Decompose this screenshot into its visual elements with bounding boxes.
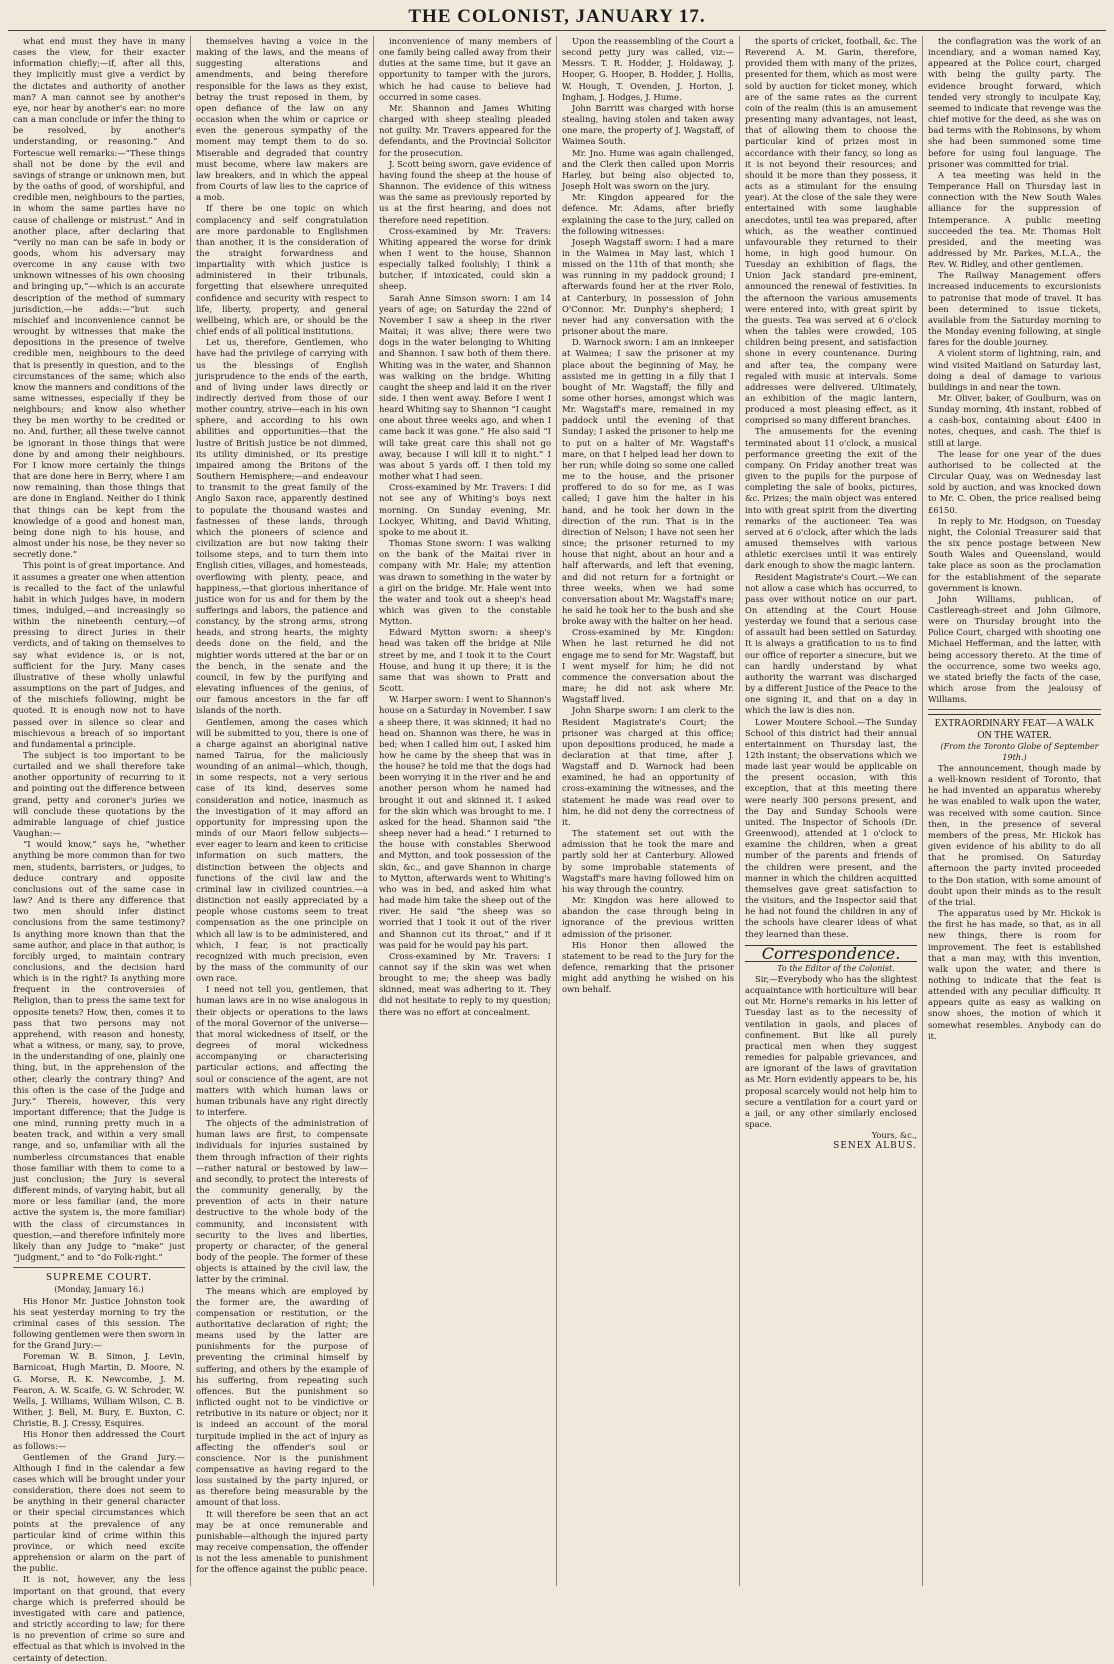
article-paragraph: Thomas Stone sworn: I was walking on the bank of the Maitai river in company with Mr. Hale; my attention was drawn to something in the water by a girl on the bridge. Mr. Hale went into the water and took out a sheep's head which was given to the constable Mytton.	[379, 538, 551, 627]
article-paragraph: The objects of the administration of human laws are first, to compensate individuals for injuries sustained by them through infraction of their rights—rather natural or bestowed by law—and secondly, to protect the interests of the community generally, by the prevention of acts in their nature destructive to the whole body of the community, and inconsistent with security to the lives and liberties, property or character, of the general body of the people. The former of these objects is attained by the civil law, the latter by the criminal.	[196, 1118, 368, 1285]
article-paragraph: John Barritt was charged with horse stealing, having stolen and taken away one mare, the property of J. Wagstaff, of Waimea South.	[562, 102, 734, 147]
section-subheading: (Monday, January 16.)	[54, 1285, 144, 1295]
masthead	[0, 0, 1114, 34]
section-subheading: To the Editor of the Colonist.	[777, 963, 895, 973]
article-paragraph: D. Warnock sworn: I am an innkeeper at Waimea; I saw the prisoner at my place about the beginning of May, he assisted me in getting in a filly that I bought of Mr. Wagstaff; the filly and some other horses, amongst which was Mr. Wagstaff's mare, remained in my paddock until the evening of that Sunday; I asked the prisoner to help me to put on a halter of Mr. Wagstaff's mare, on that I helped lead her down to her run; while doing so some one called me to the house, and the prisoner proffered to do so for me, as I was called; I gave him the halter in his hand, and he took her down in the direction of the run. That is in the direction of Nelson; I have not seen her since; the prisoner returned to my house that night, about an hour and a half afterwards, and left that evening, and did not return for a fortnight or three weeks, when we had some conversation about Mr. Wagstaff's mare; he said he took her to the bush and she broke away with the halter on her head.	[562, 337, 734, 627]
column-5	[740, 36, 923, 1586]
article-paragraph: the conflagration was the work of an incendiary, and a woman named Kay, appeared at the Police court, charged with being the guilty party. The evidence brought forward, which tended very strongly to inculpate Kay, seemed to indicate that revenge was the chief motive for the deed, as she was on bad terms with the Robinsons, by whom she had been summoned some time before for using foul language. The prisoner was committed for trial.	[928, 36, 1101, 169]
article-paragraph: Mr. Shannon and James Whiting charged with sheep stealing pleaded not guilty. Mr. Travers appeared for the defendants, and the Provincial Solicitor for the prosecution.	[379, 102, 551, 158]
article-paragraph: His Honor then allowed the statement to be read to the Jury for the defence, remarking that the prisoner might add anything he wished on his own behalf.	[562, 939, 734, 995]
article-paragraph: Cross-examined by Mr. Travers: I did not see any of Whiting's boys next morning. On Sunday evening, Mr. Lockyer, Whiting, and David Whiting, spoke to me about it.	[379, 482, 551, 537]
article-paragraph: Mr. Jno. Hume was again challenged, and the Clerk then called upon Morris Harley, but being also objected to, Joseph Holt was sworn on the jury.	[562, 147, 734, 192]
column-6	[923, 36, 1106, 1586]
article-paragraph: His Honor then addressed the Court as follows:—	[13, 1429, 185, 1451]
column-rule	[13, 1267, 185, 1268]
article-paragraph: The subject is too important to be curtailed and we shall therefore take another opportunity of recurring to it and pointing out the difference between grand, petty and coroner's juries we will conclude these quotations by the admirable language of chief justice Vaughan:—	[13, 750, 185, 839]
article-paragraph: Resident Magistrate's Court.—We can not allow a case which has occurred, to pass over without notice on our part. On attending at the Court House yesterday we found that a serious case of assault had been settled on Saturday. It is always a gratification to us to find our office of reporter a sinecure, but we can hardly understand by what authority the warrant was discharged by a different Justice of the Peace to the one signing it, and that on a day in which the law is dies non.	[745, 571, 917, 716]
article-paragraph: the sports of cricket, football, &c. The Reverend A. M. Garin, therefore, provided them with many of the prizes, presented for them, which as most were sold by auction for ticket money, which are of the same rates as the current coin of the realm (this is an amusement presenting many advantages, not least, that of allowing them to choose the particular kind of prizes most in accordance with their fancy, so long as it is not beyond their resources; and should it be more than they possess, it acts as a stimulant for the ensuing year). At the close of the sale they were entertained with some laughable anecdotes, until tea was prepared, after which, as the weather continued unfavourable they returned to their home, in high good humour. On Tuesday an exhibition of flags, the Union Jack standard pre-eminent, announced the renewal of festivities. In the afternoon the various amusements were entered into, with great spirit by the guests. Tea was served at 6 o'clock when the tables were crowded, 105 children being present, and satisfaction shone in every countenance. During and after tea, the company were regaled with music at intervals. Some addresses were delivered. Ultimately, an exhibition of the magic lantern, produced a most pleasing effect, as it comprised so many different branches.	[745, 36, 917, 426]
article-paragraph: In reply to Mr. Hodgson, on Tuesday night, the Colonial Treasurer said that the six pence postage between New South Wales and Queensland, would take place as soon as the proclamation for the establishment of the separate government is known.	[928, 515, 1101, 593]
article-paragraph: A violent storm of lightning, rain, and wind visited Maitland on Saturday last, doing a deal of damage to various buildings in and near the town.	[928, 348, 1101, 392]
columns-container	[8, 36, 1106, 1663]
article-paragraph: If there be one topic on which complacency and self congratulation are more pardonable to Englishmen than another, it is the consideration of the straight forwardness and impartiality with which justice is administered in their tribunals, forgetting that elsewhere unrequited confidence and security with respect to life, liberty, property, and general wellbeing, which are, or should be the chief ends of all political institutions.	[196, 203, 368, 337]
article-paragraph: The announcement, though made by a well-known resident of Toronto, that he had invented an apparatus whereby he was enabled to walk upon the water, was received with some caution. Since then, in the presence of several members of the press, Mr. Hickok has given evidence of his ability to do all that he promised. On Saturday afternoon the party invited proceeded to the Don station, with some amount of doubt upon their minds as to the result of the trial.	[928, 763, 1101, 907]
article-paragraph: Joseph Wagstaff sworn: I had a mare in the Waimea in May last, which I missed on the 11th of that month; she was running in my paddock ground; I afterwards found her at the river Rolo, at Canterbury, in possession of John O'Connor. Mr. Dunphy's shepherd; I never had any conversation with the prisoner about the mare.	[562, 236, 734, 337]
article-paragraph: The statement set out with the admission that he took the mare and partly sold her at Canterbury. Allowed by some improbable statements of Wagstaff's mare having followed him on his way through the country.	[562, 828, 734, 894]
article-paragraph: The amusements for the evening terminated about 11 o'clock, a musical performance greeting the exit of the company. On Friday another treat was given to the pupils for the purpose of completing the sale of books, pictures, &c. Prizes; the main object was entered into with great spirit from the diverting remarks of the auctioneer. Tea was served at 6 o'clock, after which the lads amused themselves with various athletic exercises until it was entirely dark enough to show the magic lantern.	[745, 426, 917, 571]
article-paragraph: W. Harper sworn: I went to Shannon's house on a Saturday in November. I saw a sheep there, it was skinned; it had no head on. Shannon was there, he was in bed; when I called him out, I asked him how he came by the sheep that was in the house? he told me that the dogs had been worrying it in the river and he and another person whom he named had brought it out and skinned it. I asked for the skin which was brought to me. I asked for the head. Shannon said “the sheep never had a head.” I returned to the house with constables Sherwood and Mytton, and took possession of the skin, &c., and gave Shannon in charge to Mytton, afterwards went to Whiting's who was in bed, and asked him what had made him take the sheep out of the river. He said “the sheep was so worried that I took it out of the river and Shannon cut its throat,” and if it was paid for he would pay his part.	[379, 694, 551, 950]
letter-signature: SENEX ALBUS.	[833, 1141, 917, 1152]
article-paragraph: Cross-examined by Mr. Kingdon: When he last returned he did not engage me to send for Mr. Wagstaff, but I went myself for him; he did not commence the conversation about the mare; he did not ask where Mr. Wagstaff lived.	[562, 627, 734, 705]
article-paragraph: J. Scott being sworn, gave evidence of having found the sheep at the house of Shannon. The evidence of this witness was the same as previously reported by us at the first hearing, and does not therefore need repetition.	[379, 158, 551, 225]
article-paragraph: inconvenience of many members of one family being called away from their duties at the same time, but it gave an opportunity to tamper with the jurors, which he had cause to believe had occurred in some cases.	[379, 36, 551, 102]
column-2	[191, 36, 374, 1586]
column-rule	[928, 709, 1101, 710]
article-paragraph: Mr. Kingdon appeared for the defence. Mr. Adams, after briefly explaining the case to the jury, called on the following witnesses:	[562, 192, 734, 236]
letter-closing: Yours, &c.,	[871, 1130, 917, 1141]
article-paragraph: John Sharpe sworn: I am clerk to the Resident Magistrate's Court; the prisoner was charged at this office; upon depositions produced, he made a declaration at that time, after J. Wagstaff and D. Warnock had been examined, he had an opportunity of cross-examining the witnesses, and the statement he made was read over to him, he did not deny the correctness of it.	[562, 705, 734, 827]
article-paragraph: Cross-examined by Mr. Travers: I cannot say if the skin was wet when brought to me; the sheep was badly skinned, meat was adhering to it. They did not hesitate to reply to my question; there was no effort at concealment.	[379, 950, 551, 1017]
article-paragraph: The apparatus used by Mr. Hickok is the first he has made, so that, as in all new things, there is room for improvement. The feet is established that a man may, with this invention, walk upon the water, and there is nothing to indicate that the feat is attended with any peculiar difficulty. It appears quite as easy as walking on snow shoes, the motion of which it somewhat resembles. Anybody can do it.	[928, 908, 1101, 1041]
column-3	[374, 36, 557, 1586]
article-paragraph: Let us, therefore, Gentlemen, who have had the privilege of carrying with us the blessings of English jurisprudence to the ends of the earth, and of living under laws directly or indirectly derived from those of our mother country, strive—each in his own sphere, and according to his own abilities and opportunities—that the lustre of British justice be not dimmed, its utility diminished, or its prestige impaired among the Britons of the Southern Hemisphere;—and endeavour to transmit to the great family of the Anglo Saxon race, apparently destined to populate the thousand wastes and fastnesses of these lands, through which the pioneers of science and civilization are but now taking their toilsome steps, and to turn them into English cities, villages, and homesteads, overflowing with plenty, peace, and happiness,—that glorious inheritance of justice won for us and for them by the sufferings and labors, the patience and constancy, by the strong arms, strong heads, and strong hearts, the mighty deeds done on the field, and the mightier words uttered at the bar or on the bench, in the senate and the council, in few by the purifying and elevating influences of the genius, of our famous ancestors in the far off islands of the north.	[196, 337, 368, 716]
article-paragraph: what end must they have in many cases the view, for their exacter information chiefly;—if, after all this, they implicitly must give a verdict by the dictates and authority of another man? A man cannot see by another's eye, nor hear by another's ear: no more can a man conclude or infer the thing to be resolved, by another's understanding, or reasoning.” And Fortescue well remarks:—“These things shall not be done by the evil and savings of strange or unknown men, but by the oaths of good, of worshipful, and credible men, neighbours to the parties, in whom the same parties have no cause of challenge or mistrust.” And in another place, after declaring that “verily no man can be safe in body or goods, whom his adversary may overcome in any cause with two unknown witnesses of his own choosing and bringing up,”—which is an accurate description of the method of summary jurisdiction,—he adds:—“but such mischief and inconvenience cannot be wrought by witnesses that make the depositions in the presence of twelve credible men, neighbours to the deed that is presently in question, and to the circumstances of the same; which also know the manners and conditions of the same witnesses, especially if they be neighbours; and know also whether they be men worthy to be credited or no. And, further, all these twelve cannot be ignorant in those things that were done by and among their neighbours. For I know more certainly the things that are done here in Berry, where I am now remaining, than those things that are done in England. Neither do I think that things can be kept from the knowledge of a good and honest man, being done nigh to his house, and almost under his nose, be they never so secretly done.”	[13, 36, 185, 560]
article-paragraph: “I would know,” says he, “whether anything be more common than for two men, students, barristers, or judges, to deduce contrary and opposite conclusions out of the same case in law? And is there any difference that two men should infer distinct conclusions from the same testimony? Is anything more known than that the same author, and place in that author, is forcibly urged, to maintain contrary conclusions, and the decision hard which is in the right? Is anything more frequent in the controversies of Religion, than to press the same text for opposite tenets? How, then, comes it to pass that two persons may not apprehend, with reason and honesty, what a witness, or many, say, to prove, in the understanding of one, plainly one thing, but, in the apprehension of the other, clearly the contrary thing? And this often is the case of the Judge and Jury.” Thereis, however, this very important difference; that the Judge is one mind, running pretty much in a beaten track, and within a very small range, and so, unfamiliar with all the numberless circumstances that enable those familiar with them to come to a just conclusion; the Jury is several different minds, of varying habit, but all more or less familiar (and, the more active the system is, the more familiar) with the class of circumstances in question,—and therefore infinitely more likely than any Judge to “make” just “judgment,” and to “do Folk-right.”	[13, 839, 185, 1263]
section-heading: SUPREME COURT.	[45, 1271, 153, 1284]
section-heading: Correspondence.	[745, 945, 917, 962]
article-paragraph: Mr. Oliver, baker, of Goulburn, was on Sunday morning, 4th instant, robbed of a cash-box, containing about £400 in notes, cheques, and cash. The thief is still at large.	[928, 393, 1101, 448]
article-paragraph: John Williams, publican, of Castlereagh-street and John Gilmore, were on Thursday brought into the Police Court, charged with shooting one Michael Hefferman, and the latter, with being accessory thereto. At the time of the occurrence, some two weeks ago, we stated briefly the facts of the case, which arose from the jealousy of Williams.	[928, 593, 1101, 705]
masthead-rule	[8, 30, 1106, 31]
article-paragraph: Mr. Kingdon was here allowed to abandon the case through being in ignorance of the previous written admission of the prisoner.	[562, 895, 734, 939]
article-paragraph: Cross-examined by Mr. Travers: Whiting appeared the worse for drink when I went to the house, Shannon especially talked foolishly; I think a butcher, if intoxicated, could skin a sheep.	[379, 225, 551, 292]
article-paragraph: It is not, however, any the less important on that ground, that every charge which is preferred should be investigated with care and patience, and strictly according to law; for there is no prevention of crime so sure and effectual as that which is involved in the certainty of detection.	[13, 1574, 185, 1663]
article-paragraph: The Railway Management offers increased inducements to excursionists to patronise that mode of travel. It has been determined to issue tickets, available from the Saturday morning to the Monday evening following, at single fares for the double journey.	[928, 270, 1101, 348]
article-paragraph: Gentlemen, among the cases which will be submitted to you, there is one of a charge against an aboriginal native named Tairua, for the maliciously wounding of an animal—which, though, in some respects, not a very serious case of its kind, deserves some consideration and notice, inasmuch as the investigation of it may afford an opportunity for impressing upon the minds of our Maori fellow subjects—ever eager to learn and keen to criticise information on such matters, the distinction between the objects and functions of the civil law and the criminal law in civilized countries.—a distinction not easily appreciated by a people whose customs seem to treat compensation as the one principle on which all law is to be administered, and which, I fear, is not practically recognized with much precision, even by the mass of the community of our own race.	[196, 716, 368, 984]
section-subheading: (From the Toronto Globe of September 19th.)	[940, 741, 1099, 762]
article-paragraph: Lower Moutere School.—The Sunday School of this district had their annual entertainment on Thursday last, the 12th instant; the observations which we made last year would be applicable on the present occasion, with this exception, that at this meeting there were nearly 300 persons present, and the Day and Sunday Schools were united. The Inspector of Schools (Dr. Greenwood), attended at 1 o'clock to examine the children, when a great number of the parents and friends of the children were present, and the manner in which the children acquitted themselves gave great satisfaction to the visitors, and the Inspector said that he had not found the children in any of the schools have clearer ideas of what they learned than these.	[745, 716, 917, 939]
article-paragraph: Foreman W. B. Simon, J. Levin, Barnicoat, Hugh Martin, D. Moore, N. G. Morse, R. K. Newcombe, J. M. Fearon, A. W. Scaife, G. W. Schroder, W. Wells, J. Williams, William Wilson, C. B. Wither, J. Bell, M. Bury, E. Buxton, C. Christie, B. J. Cressy, Esquires.	[13, 1351, 185, 1429]
article-paragraph: His Honor Mr. Justice Johnston took his seat yesterday morning to try the criminal cases of this session. The following gentlemen were then sworn in for the Grand Jury:—	[13, 1295, 185, 1351]
article-paragraph: It will therefore be seen that an act may be at once remunerable and punishable—although the injured party may receive compensation, the offender is not the less amenable to punishment for the offence against the public peace.	[196, 1508, 368, 1575]
article-paragraph: Edward Mytton sworn: a sheep's head was taken off the bridge at Nile street by me, and I took it to the Court House, and hung it up there; it is the same that was shown to Pratt and Scott.	[379, 627, 551, 694]
article-paragraph: The lease for one year of the dues authorised to be collected at the Circular Quay, was on Wednesday last sold by auction, and was knocked down to Mr. C. Oben, the price realised being £6150.	[928, 448, 1101, 515]
column-1	[8, 36, 191, 1663]
masthead-title: THE COLONIST, JANUARY 17.	[408, 6, 706, 27]
article-paragraph: A tea meeting was held in the Temperance Hall on Thursday last in connection with the New South Wales alliance for the suppression of Intemperance. A public meeting succeeded the tea. Mr. Thomas Holt presided, and the meeting was addressed by Mr. Parkes, M.L.A., the Rev. W. Ridley, and other gentlemen.	[928, 169, 1101, 270]
article-paragraph: Upon the reassembling of the Court a second petty jury was called, viz:—Messrs. T. R. Hodder, J. Holdaway, J. Hooper, G. Hooper, B. Hodder, J. Hollis, W. Hough, T. Ovenden, J. Horton, J. Ingham, J. Hodges, J. Hume.	[562, 36, 734, 102]
column-4	[557, 36, 740, 1586]
article-paragraph: I need not tell you, gentlemen, that human laws are in no wise analogous in their objects or operations to the laws of the moral Governor of the universe—that moral wickedness of itself, or the degrees of moral wickedness accompanying or characterising particular actions, and affecting the soul or conscience of the agent, are not matters with which human laws or human tribunals have any right directly to interfere.	[196, 984, 368, 1117]
article-paragraph: Sarah Anne Simson sworn: I am 14 years of age; on Saturday the 22nd of November I saw a sheep in the river Maitai; it was alive; there were two dogs in the water belonging to Whiting and Shannon. I saw both of them there. Whiting was in the water, and Shannon was walking on the bridge. Whiting caught the sheep and laid it on the river side. I then went away. Before I went I heard Whiting say to Shannon “I caught one about three weeks ago, and when I came back it was gone.” He also said “I will take great care this shall not go away, because I will kill it to night.” I was about 5 yards off. I then told my mother what I had seen.	[379, 292, 551, 482]
section-heading: EXTRAORDINARY FEAT—A WALK ON THE WATER.	[928, 714, 1101, 740]
article-paragraph: This point is of great importance. And it assumes a greater one when attention is recalled to the fact of the unlawful habit in which Judges have, in modern times, indulged,—and increasingly so within the nineteenth century,—of pressing to direct Juries in their verdicts, and of taking on themselves to say what evidence is, or is not, sufficient for the Jury. Many cases illustrative of these wholly unlawful assumptions on the part of Judges, and of the mischiefs following, might be quoted. It is enough now not to have passed over in silence so clear and mischievous a breach of so important and fundamental a principle.	[13, 560, 185, 749]
article-paragraph: themselves having a voice in the making of the laws, and the means of suggesting alterations and amendments, and being therefore responsible for the laws as they exist, betray the trust reposed in them, by open defiance of the law on any occasion when the whim or caprice or even the generous sympathy of the moment may tempt them to do so. Miserable and degraded that country must become, where law makers are law breakers, and in which the appeal from Courts of law lies to the caprice of a mob.	[196, 36, 368, 203]
article-paragraph: Gentlemen of the Grand Jury.—Although I find in the calendar a few cases which will be brought under your consideration, there does not seem to be anything in their general character or their special circumstances which points at the prevalence of any particular kind of crime within this province, or which need excite apprehension or alarm on the part of the public.	[13, 1451, 185, 1574]
article-paragraph: The means which are employed by the former are, the awarding of compensation or restitution, or the authoritative declaration of right; the means used by the latter are punishments for the purpose of preventing the criminal himself by suffering, and others by the example of his suffering, from repeating such offences. But the punishment so inflicted ought not to be vindictive or retributive in its nature or object; nor it is indeed an account of the moral turpitude implied in the act of injury as affecting the offender's soul or conscience. Nor is the punishment compensative as having regard to the loss sustained by the party injured, or as therefore being measurable by the amount of that loss.	[196, 1285, 368, 1508]
article-paragraph: Sir,—Everybody who has the slightest acquaintance with horticulture will bear out Mr. Horne's remarks in his letter of Tuesday last as to the necessity of ventilation in gaols, and places of confinement. But like all purely practical men when they suggest remedies for palpable grievances, and are ignorant of the laws of gravitation as Mr. Horn evidently appears to be, his proposal scarcely would not help him to secure a ventilation for a court yard or a jail, or any other similarly enclosed space.	[745, 973, 917, 1129]
